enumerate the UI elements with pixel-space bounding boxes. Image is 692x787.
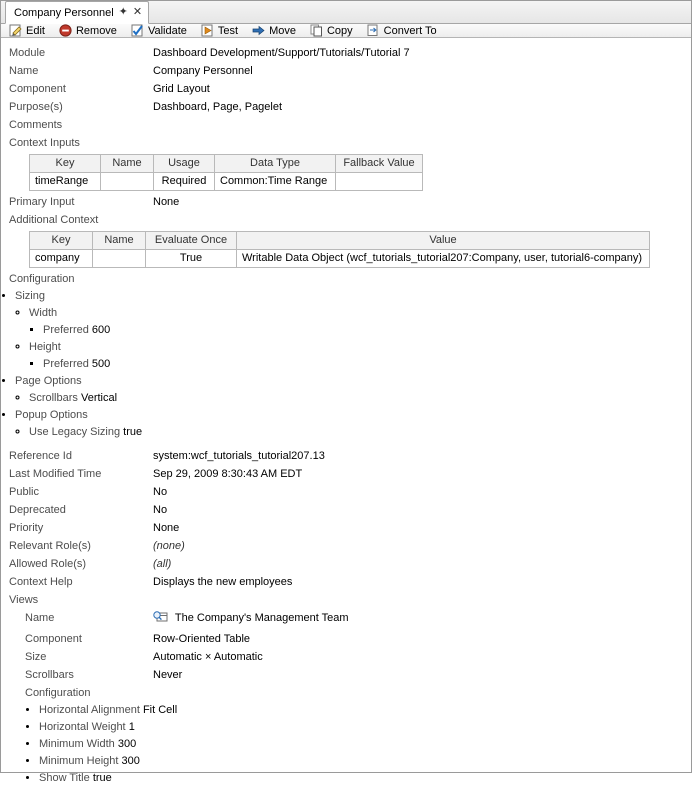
- config-key: Preferred: [43, 324, 89, 336]
- public-label: Public: [9, 486, 39, 498]
- table-row[interactable]: [30, 250, 650, 268]
- reference-id-value: system:wcf_tutorials_tutorial207.13: [153, 450, 325, 462]
- ci-col-key: Key: [30, 155, 101, 173]
- move-button[interactable]: [252, 24, 296, 37]
- ci-cell-data-type: Common:Time Range: [215, 173, 336, 191]
- validate-icon: [131, 24, 144, 37]
- copy-button-label: Copy: [326, 24, 353, 37]
- ci-cell-fallback: [336, 173, 423, 191]
- config-value: true: [123, 426, 143, 438]
- toolbar: [1, 24, 691, 38]
- config-value: 300: [121, 755, 140, 767]
- row-last-modified-time: [1, 465, 691, 483]
- config-key: Preferred: [43, 358, 89, 370]
- config-value: 500: [91, 358, 111, 370]
- test-button[interactable]: [201, 24, 238, 37]
- config-key: Show Title: [39, 772, 90, 784]
- row-context-help: [1, 573, 691, 591]
- convert-icon: [367, 24, 380, 37]
- config-key: Scrollbars: [29, 392, 78, 404]
- row-allowed-roles: [1, 555, 691, 573]
- view-config-item-horizontal-alignment: [39, 702, 691, 719]
- additional-context-table: [29, 231, 650, 268]
- row-deprecated: [1, 501, 691, 519]
- copy-icon: [310, 24, 323, 37]
- config-key: Minimum Height: [39, 755, 119, 767]
- table-header-row: [30, 155, 423, 173]
- view-name-value-wrap: [153, 609, 691, 630]
- config-key: Height: [29, 341, 61, 353]
- config-key: Sizing: [15, 290, 45, 302]
- copy-button[interactable]: [310, 24, 353, 37]
- config-key: Minimum Width: [39, 738, 115, 750]
- row-priority: [1, 519, 691, 537]
- config-item-scrollbars: [29, 390, 691, 407]
- config-value: Fit Cell: [142, 704, 178, 716]
- views-label: Views: [9, 594, 39, 606]
- row-public: [1, 483, 691, 501]
- table-row[interactable]: [30, 173, 423, 191]
- priority-label: Priority: [9, 522, 44, 534]
- row-module: [1, 44, 691, 62]
- pin-icon[interactable]: ✦: [118, 6, 128, 18]
- tab-label: Company Personnel: [14, 6, 114, 19]
- config-value: 600: [91, 324, 111, 336]
- config-value: Vertical: [80, 392, 118, 404]
- config-item-width-preferred: [43, 322, 691, 339]
- context-inputs-table: [29, 154, 423, 191]
- row-purposes: [1, 98, 691, 116]
- context-inputs-label: Context Inputs: [9, 137, 80, 149]
- relevant-roles-label: Relevant Role(s): [9, 540, 91, 552]
- config-subtree: [29, 322, 691, 339]
- module-value: Dashboard Development/Support/Tutorials/Tutorial 7: [153, 47, 410, 59]
- ac-col-evaluate-once: Evaluate Once: [146, 232, 237, 250]
- row-view-component: [25, 630, 691, 648]
- view-size-value: Automatic × Automatic: [153, 651, 263, 663]
- component-label: Component: [9, 83, 66, 95]
- detail-pane: [1, 38, 691, 787]
- row-view-name: [25, 609, 691, 630]
- move-button-label: Move: [269, 24, 296, 37]
- config-key: Horizontal Weight: [39, 721, 126, 733]
- tab-company-personnel[interactable]: [5, 1, 149, 24]
- purposes-label: Purpose(s): [9, 101, 63, 113]
- primary-input-label: Primary Input: [9, 196, 75, 208]
- edit-button-label: Edit: [26, 24, 45, 37]
- row-component: [1, 80, 691, 98]
- comments-label: Comments: [9, 119, 63, 131]
- ci-cell-name: [101, 173, 154, 191]
- deprecated-label: Deprecated: [9, 504, 66, 516]
- test-run-icon: [201, 24, 214, 37]
- module-label: Module: [9, 47, 46, 59]
- config-item-use-legacy-sizing: [29, 424, 691, 441]
- config-key: Use Legacy Sizing: [29, 426, 121, 438]
- allowed-roles-label: Allowed Role(s): [9, 558, 87, 570]
- remove-button-label: Remove: [75, 24, 117, 37]
- config-item-height: [29, 339, 691, 373]
- ci-col-data-type: Data Type: [215, 155, 336, 173]
- row-relevant-roles: [1, 537, 691, 555]
- convert-to-button-label: Convert To: [383, 24, 437, 37]
- view-magnifier-icon: [153, 610, 168, 630]
- ci-col-usage: Usage: [154, 155, 215, 173]
- row-comments: [1, 116, 691, 134]
- convert-to-button[interactable]: [367, 24, 437, 37]
- view-name-label: Name: [25, 612, 55, 624]
- view-scrollbars-label: Scrollbars: [25, 669, 74, 681]
- row-view-configuration: [25, 684, 691, 702]
- config-value: 1: [128, 721, 135, 733]
- view-config-item-horizontal-weight: [39, 719, 691, 736]
- primary-input-value: None: [153, 196, 180, 208]
- config-item-width: [29, 305, 691, 339]
- purposes-value: Dashboard, Page, Pagelet: [153, 101, 283, 113]
- row-view-size: [25, 648, 691, 666]
- ci-cell-key: timeRange: [30, 173, 101, 191]
- row-view-scrollbars: [25, 666, 691, 684]
- close-icon[interactable]: ✕: [132, 6, 143, 18]
- test-button-label: Test: [217, 24, 239, 37]
- config-key: Popup Options: [15, 409, 88, 421]
- delete-circle-icon: [59, 24, 72, 37]
- priority-value: None: [153, 522, 180, 534]
- relevant-roles-value: (none): [153, 540, 185, 552]
- config-key: Horizontal Alignment: [39, 704, 140, 716]
- configuration-tree: [1, 288, 691, 441]
- component-value: Grid Layout: [153, 83, 210, 95]
- view-config-item-show-title: [39, 770, 691, 787]
- config-key: Width: [29, 307, 58, 319]
- config-item-sizing: [15, 288, 691, 373]
- view-config-item-minimum-width: [39, 736, 691, 753]
- public-value: No: [153, 486, 168, 498]
- view-config-item-minimum-height: [39, 753, 691, 770]
- name-value: Company Personnel: [153, 65, 253, 77]
- last-modified-time-value: Sep 29, 2009 8:30:43 AM EDT: [153, 468, 303, 480]
- name-label: Name: [9, 65, 39, 77]
- config-item-height-preferred: [43, 356, 691, 373]
- view-configuration-label: Configuration: [25, 687, 91, 699]
- ac-cell-evaluate-once: True: [146, 250, 237, 268]
- row-primary-input: [1, 193, 691, 211]
- context-help-label: Context Help: [9, 576, 73, 588]
- ac-col-key: Key: [30, 232, 93, 250]
- ac-col-name: Name: [93, 232, 146, 250]
- last-modified-time-label: Last Modified Time: [9, 468, 102, 480]
- config-value: true: [92, 772, 112, 784]
- view-component-label: Component: [25, 633, 82, 645]
- edit-button[interactable]: [9, 24, 45, 37]
- ac-col-value: Value: [237, 232, 650, 250]
- view-configuration-tree: [25, 702, 691, 787]
- reference-id-label: Reference Id: [9, 450, 72, 462]
- tab-bar: [1, 1, 691, 24]
- view-name-value: The Company's Management Team: [174, 612, 349, 624]
- config-subtree: [29, 356, 691, 373]
- deprecated-value: No: [153, 504, 168, 516]
- validate-button[interactable]: [131, 24, 187, 37]
- additional-context-label: Additional Context: [9, 214, 99, 226]
- configuration-label: Configuration: [9, 273, 75, 285]
- config-subtree: [15, 424, 691, 441]
- allowed-roles-value: (all): [153, 558, 172, 570]
- context-help-value: Displays the new employees: [153, 576, 293, 588]
- view-size-label: Size: [25, 651, 47, 663]
- move-arrow-icon: [252, 24, 265, 37]
- view-scrollbars-value: Never: [153, 669, 183, 681]
- table-header-row: [30, 232, 650, 250]
- config-subtree: [15, 305, 691, 373]
- config-value: 300: [117, 738, 137, 750]
- config-key: Page Options: [15, 375, 82, 387]
- view-component-value: Row-Oriented Table: [153, 633, 251, 645]
- ci-col-name: Name: [101, 155, 154, 173]
- remove-button[interactable]: [59, 24, 117, 37]
- config-item-popup-options: [15, 407, 691, 441]
- views-block: [1, 609, 691, 787]
- config-subtree: [15, 390, 691, 407]
- row-reference-id: [1, 447, 691, 465]
- row-name: [1, 62, 691, 80]
- config-item-page-options: [15, 373, 691, 407]
- ac-cell-value: Writable Data Object (wcf_tutorials_tutorial207:Company, user, tutorial6-company): [237, 250, 650, 268]
- ac-cell-key: company: [30, 250, 93, 268]
- validate-button-label: Validate: [147, 24, 187, 37]
- pencil-icon: [9, 24, 22, 37]
- ci-col-fallback: Fallback Value: [336, 155, 423, 173]
- ci-cell-usage: Required: [154, 173, 215, 191]
- ac-cell-name: [93, 250, 146, 268]
